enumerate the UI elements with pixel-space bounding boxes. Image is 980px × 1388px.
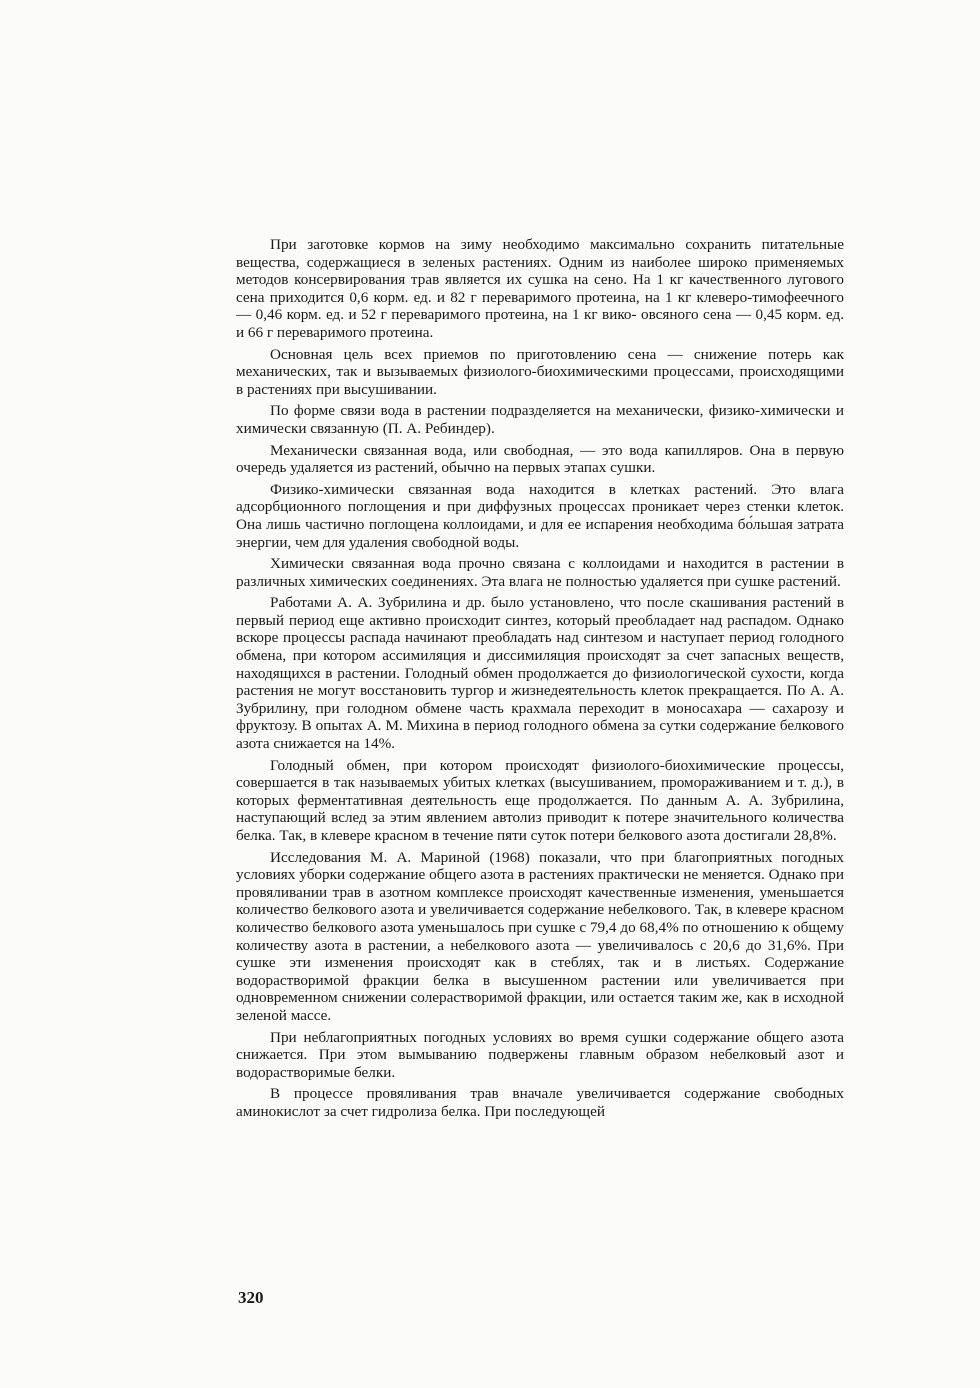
- paragraph: Механически связанная вода, или свободная, — это вода капилляров. Она в первую очередь удаляется из растений, обычно на первых этапах сушки.: [236, 441, 844, 477]
- paragraph: При заготовке кормов на зиму необходимо максимально сохранить питательные вещества, содержащиеся в зеленых растениях. Одним из наиболее широко применяемых методов консервирования трав является их сушка на сено. На 1 кг качественного лугового сена приходится 0,6 корм. ед. и 82 г переваримого протеина, на 1 кг клеверо-тимофеечного — 0,46 корм. ед. и 52 г переваримого протеина, на 1 кг вико- овсяного сена — 0,45 корм. ед. и 66 г переваримого протеина.: [236, 236, 844, 341]
- paragraph: Основная цель всех приемов по приготовлению сена — снижение потерь как механических, так и вызываемых физиолого-биохимическими процессами, происходящими в растениях при высушивании.: [236, 345, 844, 398]
- paragraph: Химически связанная вода прочно связана с коллоидами и находится в растении в различных химических соединениях. Эта влага не полностью удаляется при сушке растений.: [236, 555, 844, 590]
- page-number: 320: [238, 1288, 264, 1307]
- paragraph: В процессе провяливания трав вначале увеличивается содержание свободных аминокислот за счет гидролиза белка. При последующей: [236, 1085, 844, 1120]
- paragraph: По форме связи вода в растении подразделяется на механически, физико-химически и химически связанную (П. А. Ребиндер).: [236, 402, 844, 437]
- paragraph: При неблагоприятных погодных условиях во время сушки содержание общего азота снижается. При этом вымыванию подвержены главным образом небелковый азот и водорастворимые белки.: [236, 1028, 844, 1081]
- paragraph: Работами А. А. Зубрилина и др. было установлено, что после скашивания растений в первый период еще активно происходит синтез, который преобладает над распадом. Однако вскоре процессы распада начинают преобладать над синтезом и наступает период голодного обмена, при котором ассимиляция и диссимиляция происходят за счет запасных веществ, находящихся в растении. Голодный обмен продолжается до физиологической сухости, когда растения не могут восстановить тургор и жизнедеятельность клеток прекращается. По А. А. Зубрилину, при голодном обмене часть крахмала переходит в моносахара — сахарозу и фруктозу. В опытах А. М. Михина в период голодного обмена за сутки содержание белкового азота снижается на 14%.: [236, 594, 844, 753]
- paragraph: Исследования М. А. Мариной (1968) показали, что при благоприятных погодных условиях уборки содержание общего азота в растениях практически не меняется. Однако при провяливании трав в азотном комплексе происходят качественные изменения, уменьшается количество белкового азота и увеличивается содержание небелкового. Так, в клевере красном количество белкового азота уменьшалось при сушке с 79,4 до 68,4% по отношению к общему количеству азота в растении, а небелкового азота — увеличивалось с 20,6 до 31,6%. При сушке эти изменения происходят как в стеблях, так и в листьях. Содержание водорастворимой фракции белка в высушенном растении или увеличивается при одновременном снижении солерастворимой фракции, или остается таким же, как в исходной зеленой массе.: [236, 848, 844, 1024]
- paragraph: Физико-химически связанная вода находится в клетках растений. Это влага адсорбционного поглощения и при диффузных процессах проникает через стенки клеток. Она лишь частично поглощена коллоидами, и для ее испарения необходима бо́льшая затрата энергии, чем для удаления свободной воды.: [236, 480, 844, 551]
- paragraph: Голодный обмен, при котором происходят физиолого-биохимические процессы, совершается в так называемых убитых клетках (высушиванием, промораживанием и т. д.), в которых ферментативная деятельность еще продолжается. По данным А. А. Зубрилина, наступающий вслед за этим явлением автолиз приводит к потере значительного количества белка. Так, в клевере красном в течение пяти суток потери белкового азота достигали 28,8%.: [236, 756, 844, 844]
- body-text: [236, 236, 844, 1125]
